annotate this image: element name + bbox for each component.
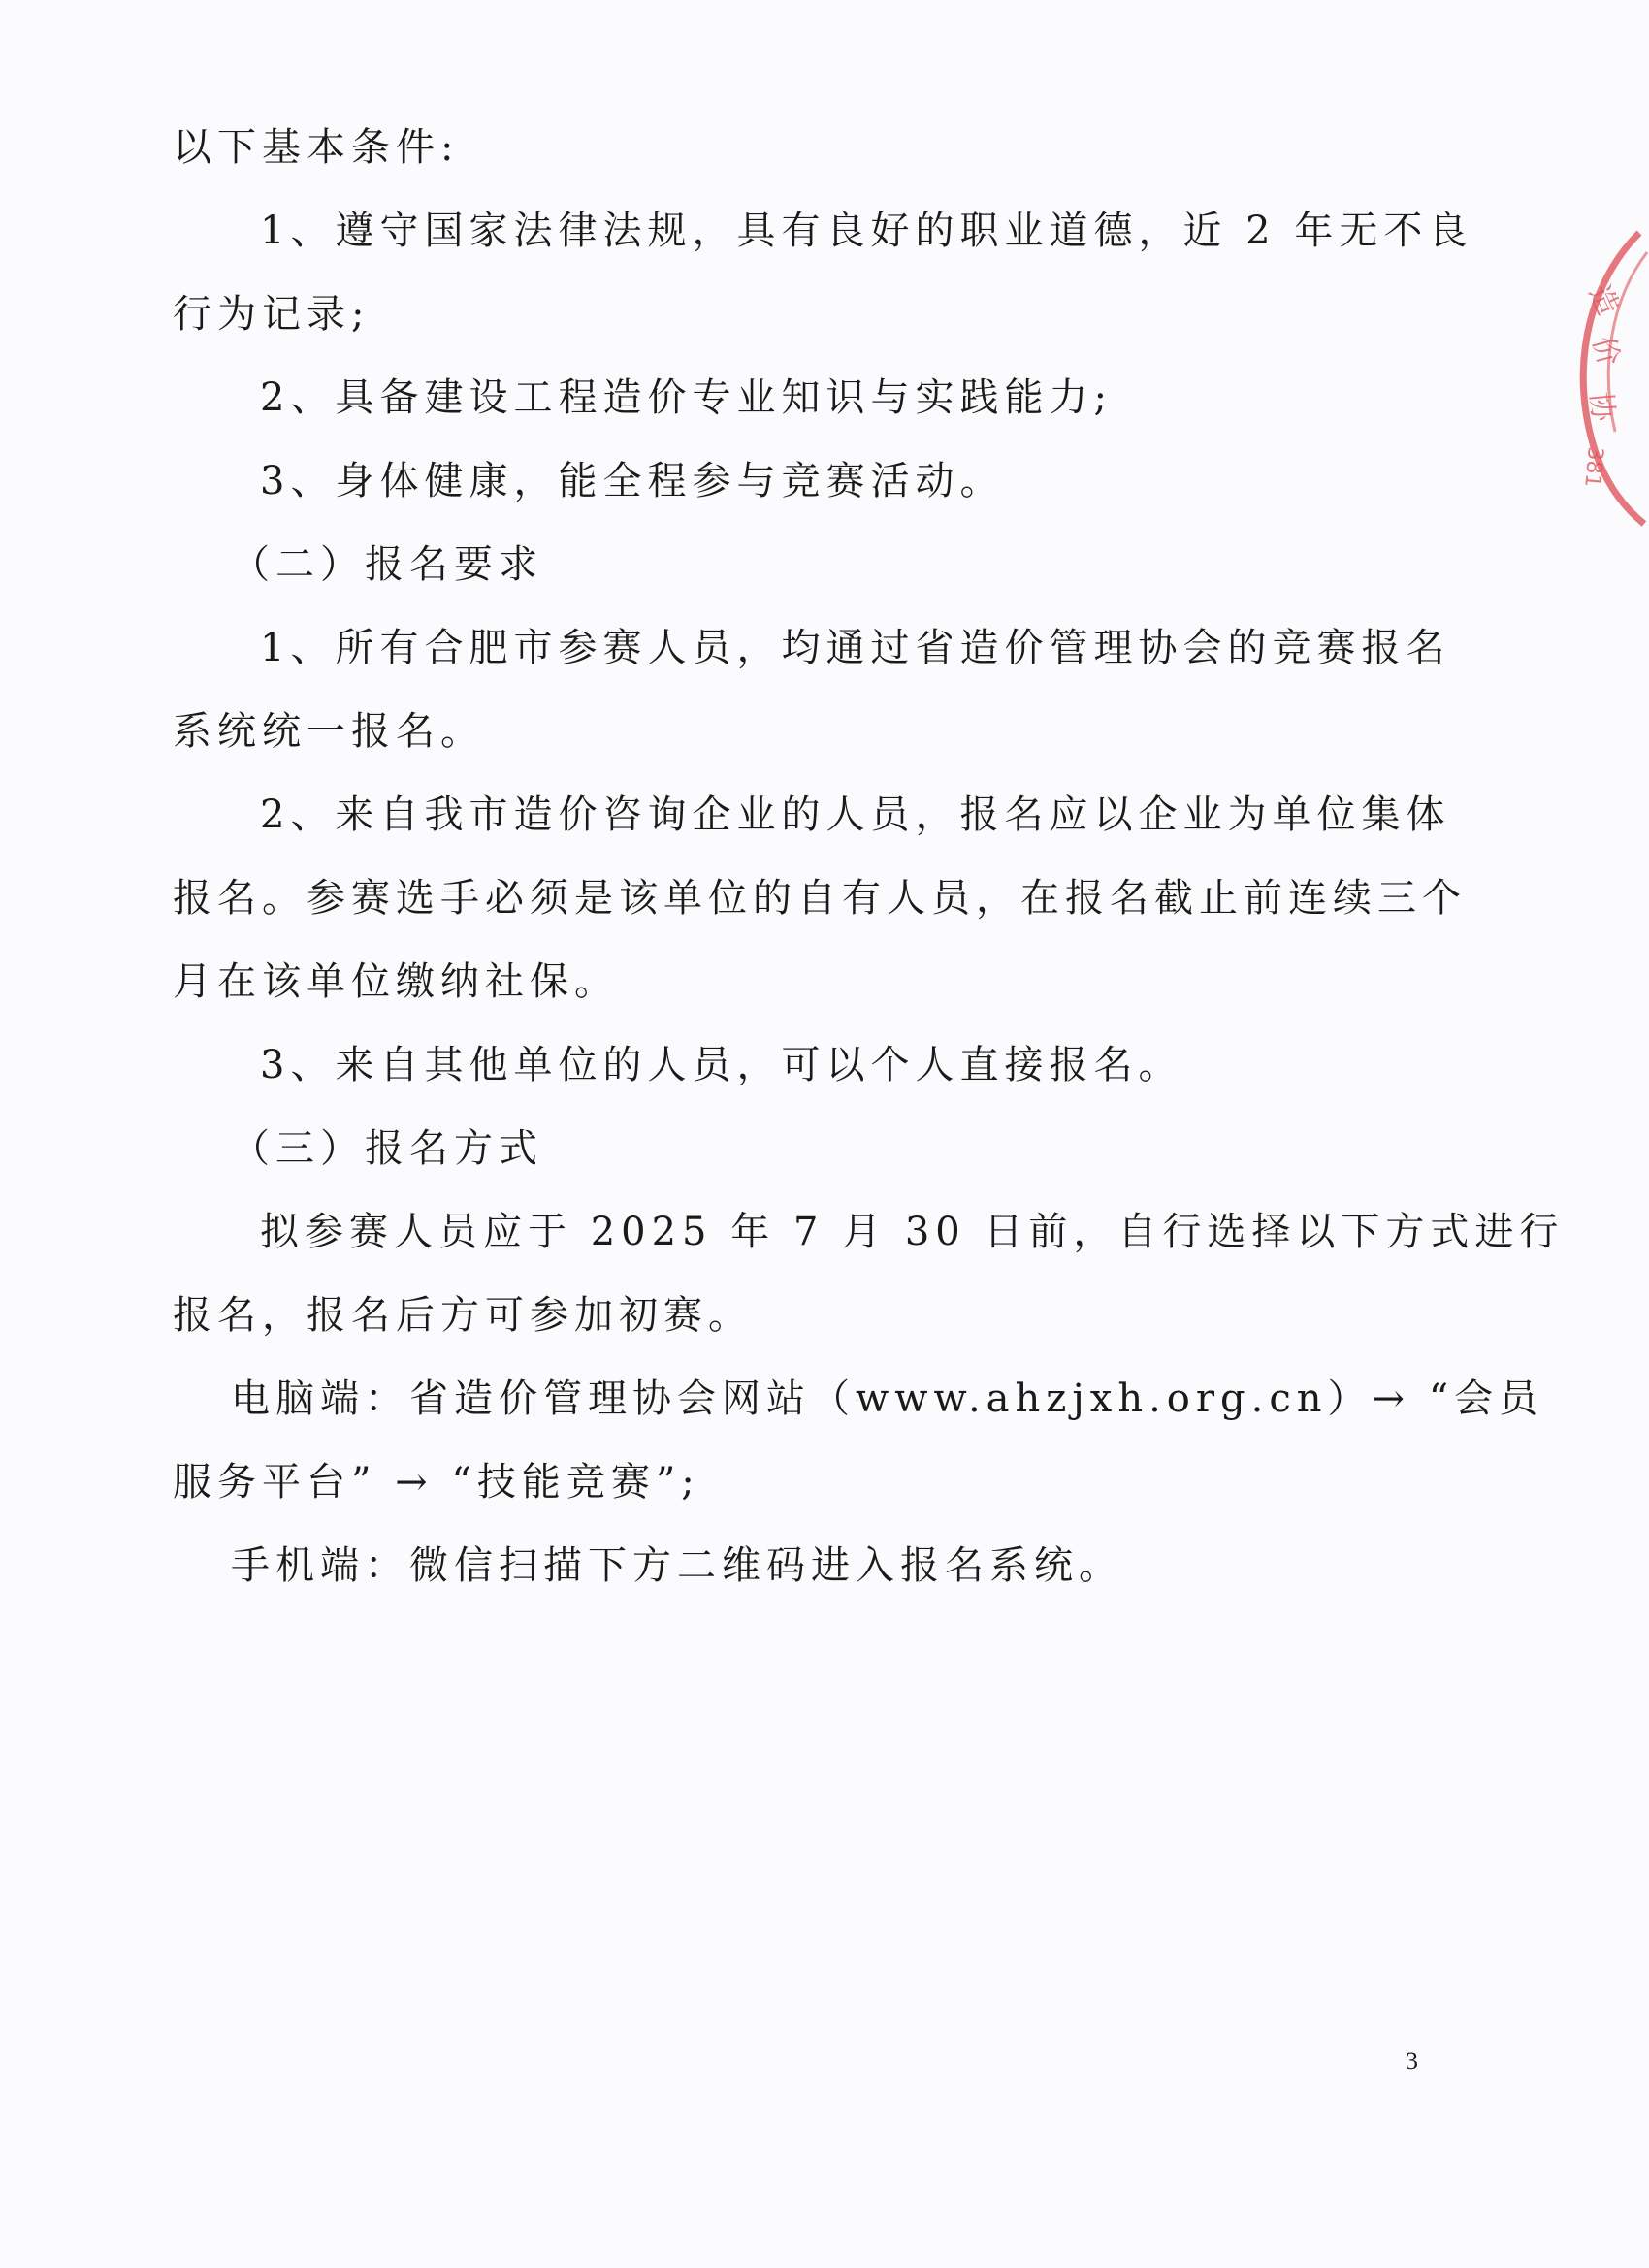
- seal-icon: [1533, 223, 1649, 534]
- text-line: 2、具备建设工程造价专业知识与实践能力;: [260, 375, 1113, 420]
- svg-text:协: 协: [1583, 390, 1620, 423]
- text-line: 拟参赛人员应于 2025 年 7 月 30 日前，自行选择以下方式进行: [260, 1210, 1565, 1254]
- text-line: 报名，报名后方可参加初赛。: [173, 1293, 753, 1338]
- section-heading: （二）报名要求: [231, 542, 543, 587]
- text-line: 1、所有合肥市参赛人员，均通过省造价管理协会的竞赛报名: [260, 626, 1451, 670]
- page-number: 3: [1406, 2047, 1418, 2075]
- text-line: 电脑端：省造价管理协会网站（www.ahzjxh.org.cn）→ “会员: [231, 1377, 1544, 1421]
- svg-text:造: 造: [1581, 279, 1626, 321]
- text-line: 3、身体健康，能全程参与竞赛活动。: [260, 459, 1005, 503]
- text-line: 报名。参赛选手必须是该单位的自有人员，在报名截止前连续三个: [173, 876, 1467, 921]
- official-seal-fragment: [1533, 223, 1649, 534]
- text-line: 系统统一报名。: [173, 709, 485, 754]
- text-line: 3、来自其他单位的人员，可以个人直接报名。: [260, 1043, 1183, 1087]
- text-line: 月在该单位缴纳社保。: [173, 959, 619, 1004]
- text-line: 手机端：微信扫描下方二维码进入报名系统。: [231, 1543, 1123, 1588]
- text-line: 以下基本条件:: [173, 125, 460, 170]
- text-line: 行为记录;: [173, 292, 371, 337]
- svg-text:价: 价: [1585, 333, 1626, 371]
- text-line: 1、遵守国家法律法规，具有良好的职业道德，近 2 年无不良: [260, 209, 1473, 253]
- text-line: 2、来自我市造价咨询企业的人员，报名应以企业为单位集体: [260, 793, 1451, 837]
- section-heading: （三）报名方式: [231, 1126, 543, 1171]
- text-line: 服务平台” → “技能竞赛”;: [173, 1460, 700, 1505]
- svg-text:381: 381: [1579, 445, 1607, 489]
